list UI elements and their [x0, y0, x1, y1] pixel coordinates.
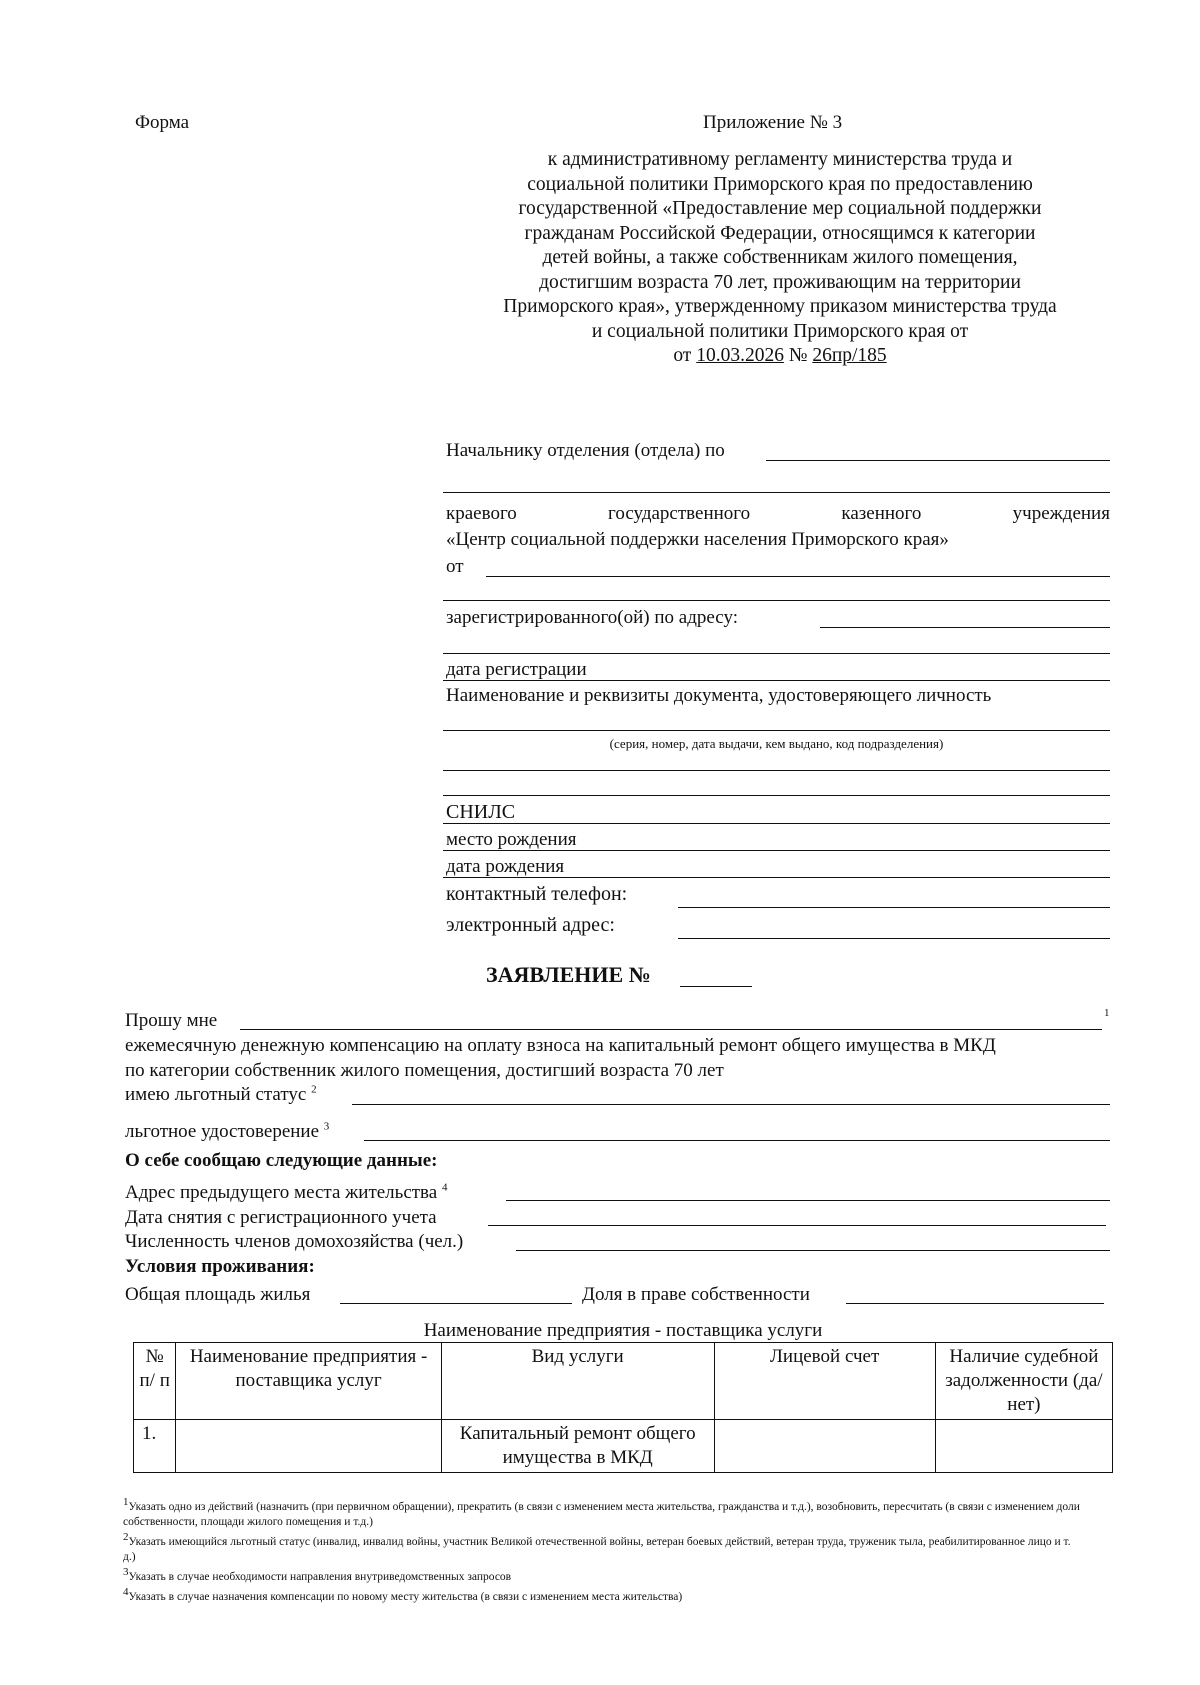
footnote-3: $^3$Указать в случае необходимости направления внутриведомственных запросов — [123, 1566, 512, 1583]
from-field-line2[interactable] — [443, 600, 1110, 601]
share-field[interactable] — [846, 1303, 1104, 1304]
prev-address-field[interactable] — [506, 1200, 1110, 1201]
statement-number-field[interactable] — [680, 986, 752, 987]
request-label: Прошу мне — [125, 1010, 218, 1031]
header-cell-number: № п/ п — [134, 1343, 176, 1420]
order-date: 10.03.2026 — [696, 345, 784, 366]
status-line — [125, 1084, 317, 1106]
prev-address-footnote-mark: 4 — [441, 1181, 448, 1194]
supplier-table — [133, 1342, 1113, 1473]
dereg-date-label: Дата снятия с регистрационного учета — [125, 1207, 437, 1228]
registered-field-line2[interactable] — [443, 653, 1110, 654]
status-field[interactable] — [352, 1104, 1110, 1105]
id-doc-field[interactable] — [443, 730, 1110, 731]
row-cell-service: Капитальный ремонт общего имущества в МКД — [441, 1420, 714, 1473]
row-cell-account[interactable] — [714, 1420, 935, 1473]
table-caption: Наименование предприятия - поставщика услуги — [423, 1320, 823, 1341]
id-doc-field-line3[interactable] — [443, 795, 1110, 796]
registered-label: зарегистрированного(ой) по адресу: — [446, 607, 738, 628]
registered-field[interactable] — [820, 627, 1110, 628]
request-action-field[interactable] — [240, 1029, 1102, 1030]
footnote-4: $^4$Указать в случае назначения компенсации по новому месту жительства (в связи с изменением места жительства) — [123, 1586, 683, 1603]
appendix-title: Приложение № 3 — [703, 112, 843, 133]
appendix-line: социальной политики Приморского края по предоставлению — [527, 173, 1033, 195]
appendix-line: гражданам Российской Федерации, относящимся к категории — [524, 222, 1036, 244]
footnote-2: $^2$Указать имеющийся льготный статус (инвалид, инвалид войны, участник Великой отечественной войны, ветеран боевых действий, ветеран труда, труженик тыла, реабилитированное лицо и т. д.) — [123, 1531, 1071, 1563]
birthplace-field[interactable] — [443, 850, 1110, 851]
id-doc-hint: (серия, номер, дата выдачи, кем выдано, код подразделения) — [609, 736, 944, 751]
household-field[interactable] — [516, 1250, 1110, 1251]
reg-date-label: дата регистрации — [446, 659, 587, 680]
institution-name: «Центр социальной поддержки населения Приморского края» — [446, 529, 949, 550]
to-field[interactable] — [766, 460, 1110, 461]
household-label: Численность членов домохозяйства (чел.) — [125, 1231, 464, 1252]
header-cell-account: Лицевой счет — [714, 1343, 935, 1420]
birthdate-field[interactable] — [443, 877, 1110, 878]
certificate-footnote-mark: 3 — [323, 1120, 330, 1133]
institution-words: краевого государственного казенного учреждения — [446, 503, 1110, 524]
header-cell-debt: Наличие судебной задолженности (да/нет) — [935, 1343, 1112, 1420]
reg-date-field[interactable] — [443, 680, 1110, 681]
certificate-field[interactable] — [364, 1140, 1110, 1141]
row-cell-debt[interactable] — [935, 1420, 1112, 1473]
birthdate-label: дата рождения — [446, 856, 565, 877]
header-cell-supplier: Наименование предприятия - поставщика услуг — [176, 1343, 441, 1420]
request-text-2: по категории собственник жилого помещения, достигший возраста 70 лет — [125, 1060, 724, 1081]
header-cell-service: Вид услуги — [441, 1343, 714, 1420]
appendix-line: детей войны, а также собственникам жилого помещения, — [542, 247, 1018, 268]
request-footnote-mark: 1 — [1104, 1007, 1110, 1019]
appendix-line: Приморского края», утвержденному приказом министерства труда — [503, 296, 1057, 317]
table-header-row — [134, 1343, 1113, 1420]
appendix-line: к административному регламенту министерства труда и — [547, 149, 1013, 170]
id-doc-label: Наименование и реквизиты документа, удостоверяющего личность — [446, 685, 992, 706]
to-field-line2[interactable] — [443, 492, 1110, 493]
birthplace-label: место рождения — [446, 829, 577, 850]
appendix-line: достигшим возраста 70 лет, проживающим на территории — [539, 271, 1021, 293]
appendix-line: и социальной политики Приморского края от — [591, 320, 969, 342]
from-field[interactable] — [486, 576, 1110, 577]
email-label: электронный адрес: — [446, 914, 615, 936]
prev-address-line — [125, 1182, 447, 1204]
prev-address-label: Адрес предыдущего места жительства — [125, 1182, 438, 1203]
row-cell-number: 1. — [134, 1420, 176, 1473]
certificate-label: льготное удостоверение — [125, 1121, 320, 1142]
from-label: от — [446, 556, 464, 577]
living-heading: Условия проживания: — [125, 1256, 315, 1277]
share-label: Доля в праве собственности — [582, 1284, 810, 1305]
statement-title: ЗАЯВЛЕНИЕ № — [486, 962, 651, 987]
to-label: Начальнику отделения (отдела) по — [446, 440, 725, 461]
area-label: Общая площадь жилья — [125, 1284, 311, 1305]
dereg-date-field[interactable] — [488, 1225, 1106, 1226]
table-row — [134, 1420, 1113, 1473]
snils-label: СНИЛС — [446, 801, 516, 823]
phone-field[interactable] — [678, 907, 1110, 908]
form-label: Форма — [135, 112, 190, 133]
area-field[interactable] — [340, 1303, 572, 1304]
row-cell-supplier[interactable] — [176, 1420, 441, 1473]
snils-field[interactable] — [443, 823, 1110, 824]
about-heading: О себе сообщаю следующие данные: — [125, 1150, 438, 1171]
email-field[interactable] — [678, 938, 1110, 939]
status-label: имею льготный статус — [125, 1084, 307, 1105]
footnote-1: $^1$Указать одно из действий (назначить (при первичном обращении), прекратить (в связи с изменением места жительства, гражданства и т.д.), возобновить, пересчитать (в связи с изменением доли собственности, площади жилого помещения и т.д.) — [123, 1496, 1080, 1528]
status-footnote-mark: 2 — [311, 1083, 317, 1096]
request-text-1: ежемесячную денежную компенсацию на оплату взноса на капитальный ремонт общего имущества в МКД — [125, 1035, 996, 1056]
appendix-text — [440, 148, 1120, 369]
phone-label: контактный телефон: — [446, 883, 628, 905]
order-reference: от 10.03.2026 № 26пр/185 — [673, 345, 887, 366]
certificate-line — [125, 1121, 329, 1143]
order-number: 26пр/185 — [812, 345, 887, 366]
appendix-line: государственной «Предоставление мер социальной поддержки — [518, 198, 1042, 219]
id-doc-field-line2[interactable] — [443, 770, 1110, 771]
